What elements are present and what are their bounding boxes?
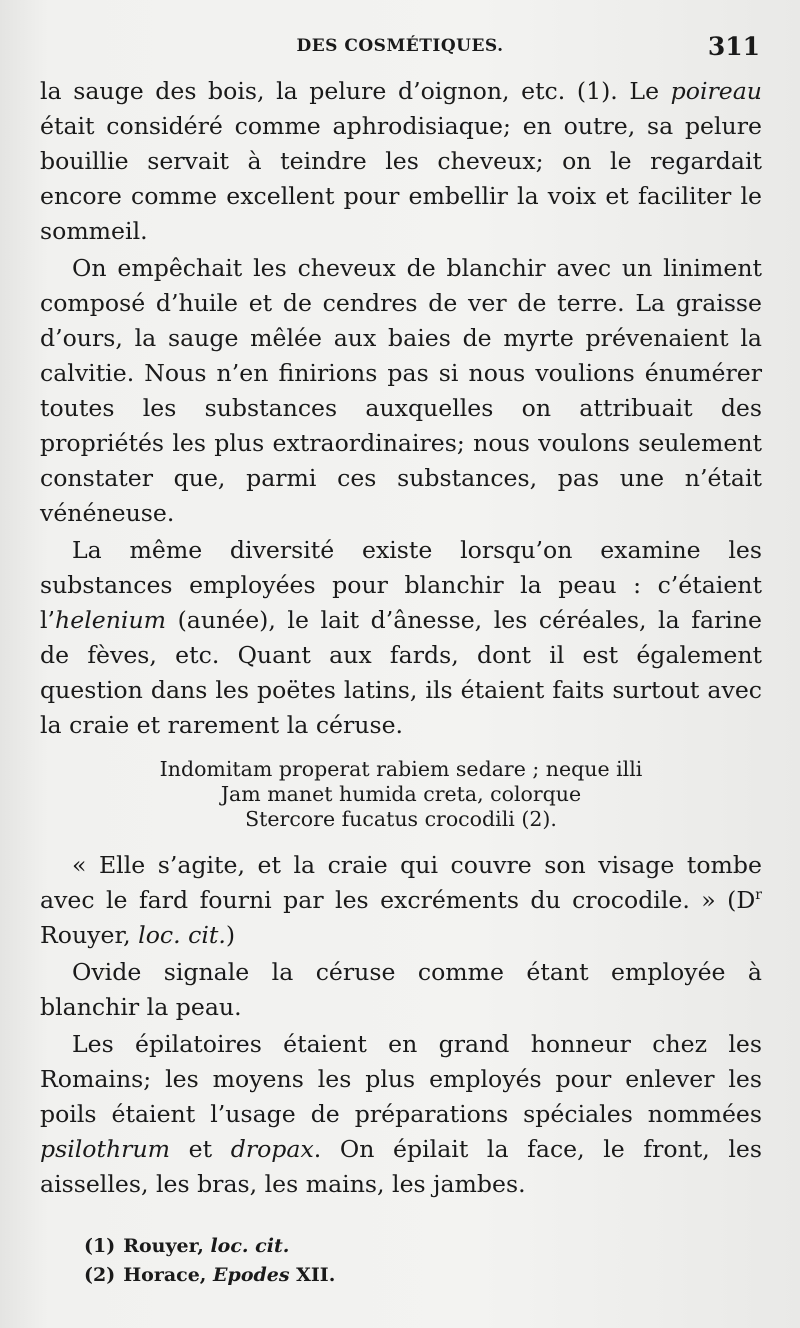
footnote-2: (2) Horace, Epodes XII.	[84, 1264, 336, 1286]
italic-term-poireau: poireau	[670, 77, 762, 105]
paragraph-1: la sauge des bois, la pelure d’oignon, etc. (1). Le poireau était considéré comme aphrodisiaque; en outre, sa pelure bouillie servait à teindre les cheveux; on le regardait encore comme excellent pour embellir la voix et faciliter le sommeil.	[40, 77, 762, 245]
footnote-1: (1) Rouyer, loc. cit.	[84, 1235, 290, 1257]
italic-term-helenium: helenium	[55, 606, 167, 634]
verse-line: Indomitam properat rabiem sedare ; neque illi	[159, 757, 643, 781]
page-number: 311	[707, 32, 760, 61]
footnotes	[84, 1232, 335, 1290]
running-title: DES COSMÉTIQUES.	[296, 36, 504, 56]
italic-term-dropax: dropax	[230, 1135, 314, 1163]
verse-line: Jam manet humida creta, colorque	[220, 782, 582, 806]
latin-verse-quote	[40, 757, 762, 832]
paragraph-6: Les épilatoires étaient en grand honneur chez les Romains; les moyens les plus employés pour enlever les poils étaient l’usage de préparations spéciales nommées psilothrum et dropax. On épilait la face, le front, les aisselles, les bras, les mains, les jambes.	[40, 1030, 762, 1198]
paragraph-5: Ovide signale la céruse comme étant employée à blanchir la peau.	[40, 958, 762, 1021]
paragraph-2: On empêchait les cheveux de blanchir avec un liniment composé d’huile et de cendres de ver de terre. La graisse d’ours, la sauge mêlée aux baies de myrte prévenaient la calvitie. Nous n’en finirions pas si nous voulions énumérer toutes les substances auxquelles on attribuait des propriétés les plus extraordinaires; nous voulons seulement constater que, parmi ces substances, pas une n’était vénéneuse.	[40, 254, 762, 527]
page-header	[40, 32, 760, 64]
paragraph-3: La même diversité existe lorsqu’on examine les substances employées pour blanchir la peau : c’étaient l’helenium (aunée), le lait d’ânesse, les céréales, la farine de fèves, etc. Quant aux fards, dont il est également question dans les poëtes latins, ils étaient faits surtout avec la craie et rarement la céruse.	[40, 536, 762, 739]
footnote-marker: (2)	[84, 1264, 116, 1286]
body-text	[40, 74, 762, 1202]
paragraph-4-translation: « Elle s’agite, et la craie qui couvre son visage tombe avec le fard fourni par les excréments du crocodile. » ($D^r$ Rouyer, loc. cit.)	[40, 851, 762, 949]
italic-term-psilothrum: psilothrum	[40, 1135, 171, 1163]
verse-line: Stercore fucatus crocodili (2).	[245, 807, 557, 831]
footnote-marker: (1)	[84, 1235, 116, 1257]
